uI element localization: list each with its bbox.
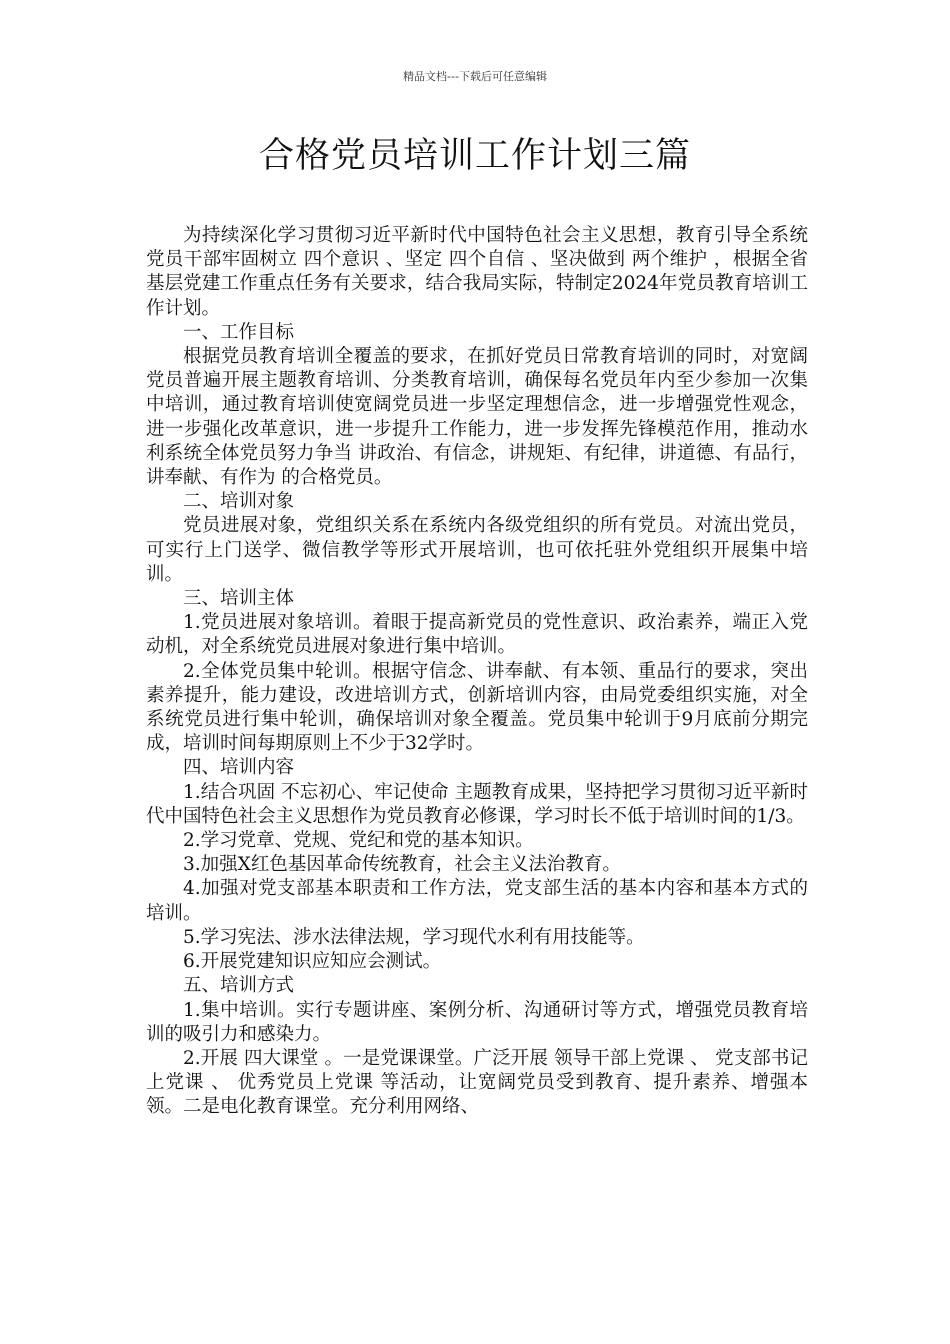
section-heading-goals: 一、工作目标 [183,321,295,343]
paragraph-goals: 根据党员教育培训全覆盖的要求，在抓好党员日常教育培训的同时，对宽阔党员普遍开展主题教育培训、分类教育培训，确保每名党员年内至少参加一次集中培训，通过教育培训使宽阔党员进一步坚定理想信念，进一步增强党性观念，进一步强化改革意识，进一步提升工作能力，进一步发挥先锋模范作用，推动水利系统全体党员努力争当 讲政治、有信念，讲规矩、有纪律，讲道德、有品行，讲奉献、有作为 的合格党员。 [146,346,808,489]
section-heading-targets: 二、培训对象 [183,491,295,513]
section-heading-content: 四、培训内容 [183,757,295,779]
document-body [146,224,808,1120]
paragraph-content-4: 4.加强对党支部基本职责和工作方法，党支部生活的基本内容和基本方式的培训。 [146,878,808,924]
paragraph-content-6: 6.开展党建知识应知应会测试。 [183,951,442,973]
paragraph-subjects-1: 1.党员进展对象培训。着眼于提高新党员的党性意识、政治素养，端正入党动机，对全系统党员进展对象进行集中培训。 [146,612,808,658]
paragraph-content-5: 5.学习宪法、涉水法律法规，学习现代水利有用技能等。 [183,926,645,948]
paragraph-intro: 为持续深化学习贯彻习近平新时代中国特色社会主义思想，教育引导全系统党员干部牢固树立 四个意识 、坚定 四个自信 、坚决做到 两个维护 ，根据全省基层党建工作重点任务有关要求，结合我局实际，特制定2024年党员教育培训工作计划。 [146,225,808,319]
paragraph-content-2: 2.学习党章、党规、党纪和党的基本知识。 [183,830,534,852]
section-heading-subjects: 三、培训主体 [183,588,295,610]
paragraph-content-1: 1.结合巩固 不忘初心、牢记使命 主题教育成果，坚持把学习贯彻习近平新时代中国特色社会主义思想作为党员教育必修课，学习时长不低于培训时间的1/3。 [146,781,808,827]
section-heading-methods: 五、培训方式 [183,975,295,997]
document-title: 合格党员培训工作计划三篇 [258,136,691,176]
paragraph-content-3: 3.加强X红色基因革命传统教育，社会主义法治教育。 [183,854,621,876]
paragraph-targets: 党员进展对象，党组织关系在系统内各级党组织的所有党员。对流出党员，可实行上门送学、微信教学等形式开展培训，也可依托驻外党组织开展集中培训。 [146,515,808,585]
header-note: 精品文档---下载后可任意编辑 [403,70,547,83]
paragraph-subjects-2: 2.全体党员集中轮训。根据守信念、讲奉献、有本领、重品行的要求，突出素养提升，能力建设，改进培训方式，创新培训内容，由局党委组织实施，对全系统党员进行集中轮训，确保培训对象全覆盖。党员集中轮训于9月底前分期完成，培训时间每期原则上不少于32学时。 [146,660,808,755]
paragraph-methods-2: 2.开展 四大课堂 。一是党课课堂。广泛开展 领导干部上党课 、 党支部书记上党课 、 优秀党员上党课 等活动，让宽阔党员受到教育、提升素养、增强本领。二是电化教育课堂。充分利用网络、 [146,1047,808,1118]
paragraph-methods-1: 1.集中培训。实行专题讲座、案例分析、沟通研讨等方式，增强党员教育培训的吸引力和感染力。 [146,999,808,1045]
